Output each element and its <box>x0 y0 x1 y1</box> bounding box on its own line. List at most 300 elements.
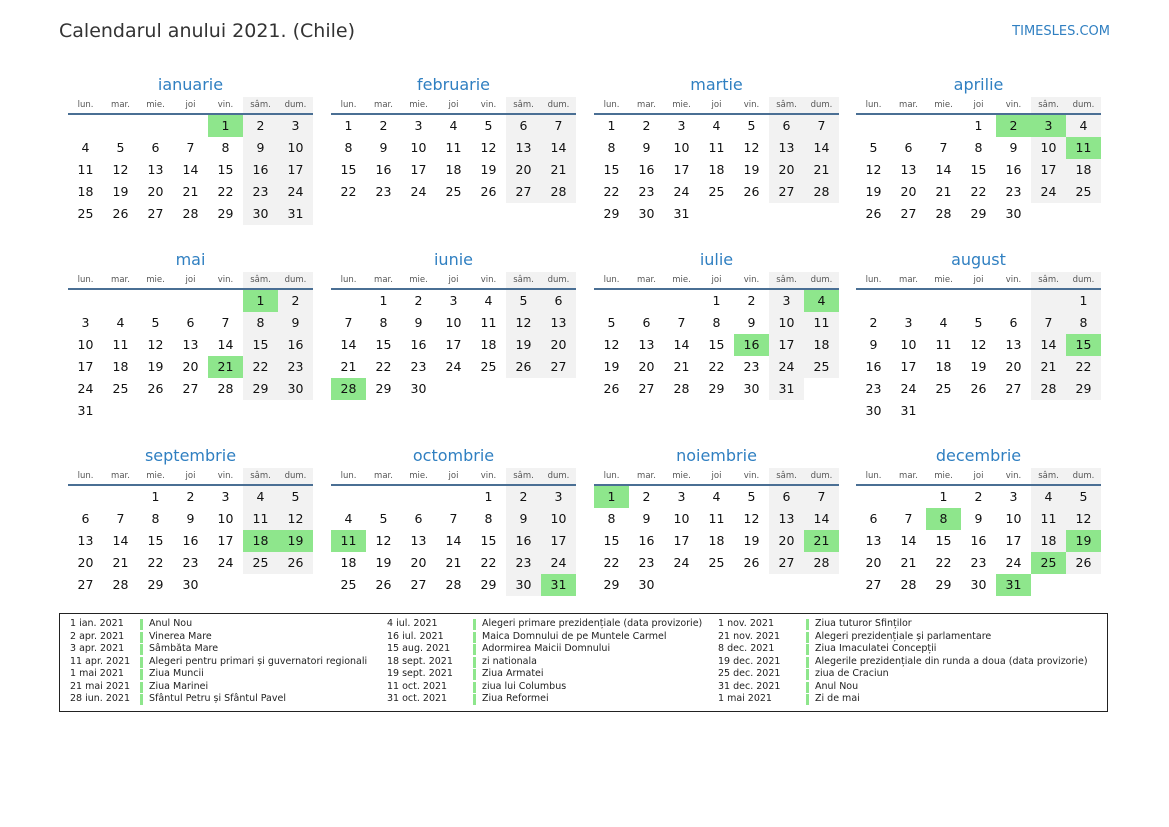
day-cell[interactable]: 8 <box>974 140 983 155</box>
day-cell[interactable]: 22 <box>1066 356 1101 378</box>
day-cell[interactable]: 17 <box>445 337 462 352</box>
day-cell[interactable]: 25 <box>708 184 725 199</box>
day-cell[interactable]: 19 <box>506 334 541 356</box>
day-cell[interactable]: 17 <box>410 162 427 177</box>
day-cell[interactable]: 3 <box>81 315 90 330</box>
day-cell[interactable]: 29 <box>935 577 952 592</box>
day-cell[interactable]: 28 <box>804 181 839 203</box>
day-cell[interactable]: 18 <box>77 184 94 199</box>
day-cell[interactable]: 1 <box>151 489 160 504</box>
day-cell[interactable]: 14 <box>935 162 952 177</box>
day-cell[interactable]: 24 <box>410 184 427 199</box>
day-cell[interactable]: 3 <box>904 315 913 330</box>
day-cell[interactable]: 24 <box>1031 181 1066 203</box>
day-cell[interactable]: 4 <box>712 489 721 504</box>
day-cell[interactable]: 28 <box>445 577 462 592</box>
day-cell[interactable]: 20 <box>865 555 882 570</box>
day-cell[interactable]: 9 <box>379 140 388 155</box>
day-cell[interactable]: 9 <box>278 312 313 334</box>
day-cell[interactable]: 29 <box>1066 378 1101 400</box>
day-cell[interactable]: 17 <box>77 359 94 374</box>
day-cell[interactable]: 10 <box>1005 511 1022 526</box>
day-cell[interactable]: 19 <box>865 184 882 199</box>
day-cell[interactable]: 6 <box>151 140 160 155</box>
day-cell[interactable]: 20 <box>900 184 917 199</box>
day-cell[interactable]: 27 <box>410 577 427 592</box>
day-cell[interactable]: 16 <box>970 533 987 548</box>
day-cell[interactable]: 23 <box>410 359 427 374</box>
day-cell[interactable]: 14 <box>1031 334 1066 356</box>
day-cell[interactable]: 5 <box>869 140 878 155</box>
day-cell[interactable]: 22 <box>243 356 278 378</box>
day-cell[interactable]: 29 <box>217 206 234 221</box>
day-cell[interactable]: 27 <box>541 356 576 378</box>
day-cell[interactable]: 25 <box>708 555 725 570</box>
day-cell[interactable]: 24 <box>673 184 690 199</box>
day-cell[interactable]: 14 <box>541 137 576 159</box>
day-cell[interactable]: 26 <box>147 381 164 396</box>
day-cell[interactable]: 16 <box>1005 162 1022 177</box>
day-cell[interactable]: 4 <box>712 118 721 133</box>
day-cell[interactable]: 7 <box>804 486 839 508</box>
day-cell[interactable]: 10 <box>217 511 234 526</box>
day-cell[interactable]: 20 <box>541 334 576 356</box>
holiday-day-cell[interactable]: 31 <box>996 574 1031 596</box>
day-cell[interactable]: 9 <box>186 511 195 526</box>
day-cell[interactable]: 24 <box>445 359 462 374</box>
day-cell[interactable]: 3 <box>677 489 686 504</box>
day-cell[interactable]: 1 <box>939 489 948 504</box>
day-cell[interactable]: 5 <box>116 140 125 155</box>
holiday-day-cell[interactable]: 21 <box>208 356 243 378</box>
day-cell[interactable]: 13 <box>77 533 94 548</box>
day-cell[interactable]: 21 <box>935 184 952 199</box>
day-cell[interactable]: 6 <box>414 511 423 526</box>
day-cell[interactable]: 25 <box>340 577 357 592</box>
holiday-day-cell[interactable]: 25 <box>1031 552 1066 574</box>
day-cell[interactable]: 22 <box>480 555 497 570</box>
day-cell[interactable]: 29 <box>375 381 392 396</box>
day-cell[interactable]: 8 <box>607 140 616 155</box>
day-cell[interactable]: 5 <box>379 511 388 526</box>
day-cell[interactable]: 27 <box>147 206 164 221</box>
day-cell[interactable]: 30 <box>410 381 427 396</box>
day-cell[interactable]: 24 <box>278 181 313 203</box>
day-cell[interactable]: 13 <box>182 337 199 352</box>
day-cell[interactable]: 10 <box>77 337 94 352</box>
holiday-day-cell[interactable]: 11 <box>331 530 366 552</box>
day-cell[interactable]: 20 <box>1005 359 1022 374</box>
day-cell[interactable]: 18 <box>112 359 129 374</box>
day-cell[interactable]: 2 <box>186 489 195 504</box>
day-cell[interactable]: 16 <box>865 359 882 374</box>
day-cell[interactable]: 27 <box>638 381 655 396</box>
day-cell[interactable]: 15 <box>243 334 278 356</box>
day-cell[interactable]: 8 <box>712 315 721 330</box>
day-cell[interactable]: 9 <box>506 508 541 530</box>
day-cell[interactable]: 29 <box>480 577 497 592</box>
day-cell[interactable]: 30 <box>743 381 760 396</box>
day-cell[interactable]: 27 <box>1005 381 1022 396</box>
day-cell[interactable]: 4 <box>449 118 458 133</box>
day-cell[interactable]: 5 <box>607 315 616 330</box>
day-cell[interactable]: 6 <box>81 511 90 526</box>
day-cell[interactable]: 4 <box>1031 486 1066 508</box>
day-cell[interactable]: 2 <box>243 115 278 137</box>
day-cell[interactable]: 21 <box>804 159 839 181</box>
day-cell[interactable]: 2 <box>278 290 313 312</box>
day-cell[interactable]: 10 <box>410 140 427 155</box>
holiday-day-cell[interactable]: 18 <box>243 530 278 552</box>
day-cell[interactable]: 20 <box>769 530 804 552</box>
day-cell[interactable]: 14 <box>673 337 690 352</box>
day-cell[interactable]: 31 <box>673 206 690 221</box>
day-cell[interactable]: 23 <box>865 381 882 396</box>
day-cell[interactable]: 1 <box>1066 290 1101 312</box>
day-cell[interactable]: 13 <box>769 508 804 530</box>
day-cell[interactable]: 3 <box>221 489 230 504</box>
day-cell[interactable]: 17 <box>217 533 234 548</box>
day-cell[interactable]: 26 <box>506 356 541 378</box>
day-cell[interactable]: 26 <box>865 206 882 221</box>
day-cell[interactable]: 16 <box>243 159 278 181</box>
day-cell[interactable]: 16 <box>182 533 199 548</box>
day-cell[interactable]: 12 <box>1066 508 1101 530</box>
day-cell[interactable]: 20 <box>410 555 427 570</box>
day-cell[interactable]: 6 <box>869 511 878 526</box>
day-cell[interactable]: 3 <box>414 118 423 133</box>
day-cell[interactable]: 17 <box>1005 533 1022 548</box>
day-cell[interactable]: 10 <box>769 312 804 334</box>
day-cell[interactable]: 9 <box>642 511 651 526</box>
holiday-day-cell[interactable]: 16 <box>734 334 769 356</box>
day-cell[interactable]: 29 <box>603 577 620 592</box>
day-cell[interactable]: 14 <box>340 337 357 352</box>
day-cell[interactable]: 5 <box>747 489 756 504</box>
day-cell[interactable]: 12 <box>743 140 760 155</box>
holiday-day-cell[interactable]: 2 <box>996 115 1031 137</box>
day-cell[interactable]: 22 <box>603 184 620 199</box>
day-cell[interactable]: 21 <box>112 555 129 570</box>
day-cell[interactable]: 22 <box>375 359 392 374</box>
day-cell[interactable]: 30 <box>243 203 278 225</box>
day-cell[interactable]: 29 <box>708 381 725 396</box>
day-cell[interactable]: 11 <box>1031 508 1066 530</box>
day-cell[interactable]: 21 <box>340 359 357 374</box>
holiday-day-cell[interactable]: 1 <box>243 290 278 312</box>
day-cell[interactable]: 13 <box>541 312 576 334</box>
day-cell[interactable]: 8 <box>344 140 353 155</box>
day-cell[interactable]: 16 <box>638 162 655 177</box>
day-cell[interactable]: 4 <box>939 315 948 330</box>
day-cell[interactable]: 16 <box>410 337 427 352</box>
day-cell[interactable]: 21 <box>900 555 917 570</box>
day-cell[interactable]: 10 <box>445 315 462 330</box>
day-cell[interactable]: 28 <box>673 381 690 396</box>
day-cell[interactable]: 11 <box>112 337 129 352</box>
day-cell[interactable]: 30 <box>506 574 541 596</box>
holiday-day-cell[interactable]: 1 <box>594 486 629 508</box>
day-cell[interactable]: 6 <box>769 115 804 137</box>
day-cell[interactable]: 18 <box>445 162 462 177</box>
day-cell[interactable]: 9 <box>243 137 278 159</box>
day-cell[interactable]: 13 <box>506 137 541 159</box>
day-cell[interactable]: 9 <box>974 511 983 526</box>
day-cell[interactable]: 16 <box>638 533 655 548</box>
day-cell[interactable]: 12 <box>506 312 541 334</box>
day-cell[interactable]: 15 <box>603 162 620 177</box>
day-cell[interactable]: 16 <box>278 334 313 356</box>
day-cell[interactable]: 21 <box>541 159 576 181</box>
day-cell[interactable]: 7 <box>344 315 353 330</box>
day-cell[interactable]: 6 <box>642 315 651 330</box>
day-cell[interactable]: 2 <box>642 118 651 133</box>
day-cell[interactable]: 17 <box>900 359 917 374</box>
day-cell[interactable]: 27 <box>182 381 199 396</box>
day-cell[interactable]: 25 <box>445 184 462 199</box>
day-cell[interactable]: 1 <box>484 489 493 504</box>
holiday-day-cell[interactable]: 11 <box>1066 137 1101 159</box>
day-cell[interactable]: 26 <box>970 381 987 396</box>
day-cell[interactable]: 28 <box>804 552 839 574</box>
day-cell[interactable]: 27 <box>900 206 917 221</box>
day-cell[interactable]: 30 <box>638 577 655 592</box>
day-cell[interactable]: 20 <box>77 555 94 570</box>
day-cell[interactable]: 20 <box>147 184 164 199</box>
day-cell[interactable]: 26 <box>743 184 760 199</box>
day-cell[interactable]: 25 <box>77 206 94 221</box>
day-cell[interactable]: 3 <box>449 293 458 308</box>
day-cell[interactable]: 15 <box>935 533 952 548</box>
day-cell[interactable]: 23 <box>375 184 392 199</box>
day-cell[interactable]: 22 <box>340 184 357 199</box>
day-cell[interactable]: 8 <box>607 511 616 526</box>
day-cell[interactable]: 7 <box>449 511 458 526</box>
day-cell[interactable]: 5 <box>506 290 541 312</box>
day-cell[interactable]: 6 <box>769 486 804 508</box>
day-cell[interactable]: 2 <box>506 486 541 508</box>
day-cell[interactable]: 29 <box>603 206 620 221</box>
day-cell[interactable]: 12 <box>278 508 313 530</box>
day-cell[interactable]: 5 <box>484 118 493 133</box>
day-cell[interactable]: 5 <box>1066 486 1101 508</box>
day-cell[interactable]: 8 <box>1066 312 1101 334</box>
day-cell[interactable]: 13 <box>410 533 427 548</box>
day-cell[interactable]: 22 <box>217 184 234 199</box>
day-cell[interactable]: 10 <box>673 140 690 155</box>
day-cell[interactable]: 20 <box>638 359 655 374</box>
day-cell[interactable]: 1 <box>344 118 353 133</box>
day-cell[interactable]: 20 <box>506 159 541 181</box>
day-cell[interactable]: 21 <box>182 184 199 199</box>
day-cell[interactable]: 7 <box>939 140 948 155</box>
day-cell[interactable]: 29 <box>243 378 278 400</box>
day-cell[interactable]: 11 <box>804 312 839 334</box>
day-cell[interactable]: 24 <box>1005 555 1022 570</box>
day-cell[interactable]: 24 <box>673 555 690 570</box>
day-cell[interactable]: 4 <box>116 315 125 330</box>
day-cell[interactable]: 11 <box>445 140 462 155</box>
day-cell[interactable]: 15 <box>147 533 164 548</box>
day-cell[interactable]: 23 <box>638 555 655 570</box>
day-cell[interactable]: 12 <box>970 337 987 352</box>
day-cell[interactable]: 1 <box>379 293 388 308</box>
day-cell[interactable]: 23 <box>743 359 760 374</box>
day-cell[interactable]: 12 <box>603 337 620 352</box>
day-cell[interactable]: 14 <box>900 533 917 548</box>
day-cell[interactable]: 4 <box>81 140 90 155</box>
day-cell[interactable]: 26 <box>480 184 497 199</box>
day-cell[interactable]: 1 <box>712 293 721 308</box>
day-cell[interactable]: 8 <box>221 140 230 155</box>
day-cell[interactable]: 15 <box>603 533 620 548</box>
day-cell[interactable]: 3 <box>278 115 313 137</box>
day-cell[interactable]: 25 <box>243 552 278 574</box>
day-cell[interactable]: 13 <box>900 162 917 177</box>
day-cell[interactable]: 7 <box>1031 312 1066 334</box>
day-cell[interactable]: 24 <box>769 356 804 378</box>
day-cell[interactable]: 2 <box>642 489 651 504</box>
day-cell[interactable]: 16 <box>375 162 392 177</box>
day-cell[interactable]: 8 <box>484 511 493 526</box>
day-cell[interactable]: 6 <box>506 115 541 137</box>
day-cell[interactable]: 28 <box>1031 378 1066 400</box>
day-cell[interactable]: 19 <box>743 162 760 177</box>
day-cell[interactable]: 19 <box>147 359 164 374</box>
day-cell[interactable]: 25 <box>480 359 497 374</box>
day-cell[interactable]: 10 <box>541 508 576 530</box>
day-cell[interactable]: 13 <box>769 137 804 159</box>
day-cell[interactable]: 7 <box>904 511 913 526</box>
day-cell[interactable]: 17 <box>278 159 313 181</box>
day-cell[interactable]: 4 <box>1066 115 1101 137</box>
day-cell[interactable]: 21 <box>673 359 690 374</box>
day-cell[interactable]: 12 <box>112 162 129 177</box>
day-cell[interactable]: 20 <box>182 359 199 374</box>
day-cell[interactable]: 15 <box>708 337 725 352</box>
day-cell[interactable]: 18 <box>804 334 839 356</box>
day-cell[interactable]: 20 <box>769 159 804 181</box>
day-cell[interactable]: 26 <box>278 552 313 574</box>
holiday-day-cell[interactable]: 8 <box>926 508 961 530</box>
day-cell[interactable]: 6 <box>541 290 576 312</box>
day-cell[interactable]: 27 <box>865 577 882 592</box>
day-cell[interactable]: 25 <box>112 381 129 396</box>
day-cell[interactable]: 24 <box>900 381 917 396</box>
day-cell[interactable]: 14 <box>217 337 234 352</box>
day-cell[interactable]: 7 <box>804 115 839 137</box>
day-cell[interactable]: 18 <box>340 555 357 570</box>
day-cell[interactable]: 25 <box>804 356 839 378</box>
day-cell[interactable]: 11 <box>243 508 278 530</box>
day-cell[interactable]: 30 <box>970 577 987 592</box>
day-cell[interactable]: 28 <box>935 206 952 221</box>
day-cell[interactable]: 26 <box>603 381 620 396</box>
day-cell[interactable]: 12 <box>375 533 392 548</box>
day-cell[interactable]: 5 <box>278 486 313 508</box>
day-cell[interactable]: 26 <box>1066 552 1101 574</box>
day-cell[interactable]: 14 <box>804 508 839 530</box>
day-cell[interactable]: 31 <box>278 203 313 225</box>
day-cell[interactable]: 11 <box>480 315 497 330</box>
day-cell[interactable]: 12 <box>743 511 760 526</box>
day-cell[interactable]: 6 <box>904 140 913 155</box>
day-cell[interactable]: 1 <box>974 118 983 133</box>
day-cell[interactable]: 31 <box>900 403 917 418</box>
day-cell[interactable]: 26 <box>375 577 392 592</box>
day-cell[interactable]: 9 <box>869 337 878 352</box>
day-cell[interactable]: 18 <box>708 162 725 177</box>
day-cell[interactable]: 27 <box>769 181 804 203</box>
day-cell[interactable]: 13 <box>638 337 655 352</box>
day-cell[interactable]: 9 <box>1009 140 1018 155</box>
day-cell[interactable]: 29 <box>147 577 164 592</box>
day-cell[interactable]: 2 <box>414 293 423 308</box>
day-cell[interactable]: 25 <box>935 381 952 396</box>
day-cell[interactable]: 3 <box>677 118 686 133</box>
day-cell[interactable]: 23 <box>1005 184 1022 199</box>
day-cell[interactable]: 7 <box>541 115 576 137</box>
holiday-day-cell[interactable]: 31 <box>541 574 576 596</box>
day-cell[interactable]: 23 <box>970 555 987 570</box>
day-cell[interactable]: 2 <box>869 315 878 330</box>
day-cell[interactable]: 28 <box>112 577 129 592</box>
day-cell[interactable]: 4 <box>243 486 278 508</box>
day-cell[interactable]: 31 <box>769 378 804 400</box>
day-cell[interactable]: 11 <box>77 162 94 177</box>
day-cell[interactable]: 27 <box>506 181 541 203</box>
day-cell[interactable]: 2 <box>747 293 756 308</box>
day-cell[interactable]: 18 <box>708 533 725 548</box>
day-cell[interactable]: 26 <box>112 206 129 221</box>
day-cell[interactable]: 19 <box>970 359 987 374</box>
day-cell[interactable]: 12 <box>147 337 164 352</box>
day-cell[interactable]: 1 <box>607 118 616 133</box>
day-cell[interactable]: 9 <box>414 315 423 330</box>
day-cell[interactable]: 23 <box>182 555 199 570</box>
day-cell[interactable]: 31 <box>77 403 94 418</box>
day-cell[interactable]: 5 <box>747 118 756 133</box>
day-cell[interactable]: 21 <box>1031 356 1066 378</box>
day-cell[interactable]: 30 <box>638 206 655 221</box>
day-cell[interactable]: 17 <box>541 530 576 552</box>
day-cell[interactable]: 22 <box>603 555 620 570</box>
day-cell[interactable]: 4 <box>484 293 493 308</box>
holiday-day-cell[interactable]: 19 <box>278 530 313 552</box>
day-cell[interactable]: 27 <box>769 552 804 574</box>
day-cell[interactable]: 15 <box>217 162 234 177</box>
day-cell[interactable]: 8 <box>151 511 160 526</box>
day-cell[interactable]: 15 <box>375 337 392 352</box>
holiday-day-cell[interactable]: 21 <box>804 530 839 552</box>
day-cell[interactable]: 22 <box>708 359 725 374</box>
day-cell[interactable]: 10 <box>673 511 690 526</box>
day-cell[interactable]: 30 <box>865 403 882 418</box>
day-cell[interactable]: 15 <box>970 162 987 177</box>
day-cell[interactable]: 17 <box>673 162 690 177</box>
day-cell[interactable]: 8 <box>379 315 388 330</box>
day-cell[interactable]: 19 <box>480 162 497 177</box>
day-cell[interactable]: 5 <box>151 315 160 330</box>
holiday-day-cell[interactable]: 15 <box>1066 334 1101 356</box>
day-cell[interactable]: 3 <box>1009 489 1018 504</box>
day-cell[interactable]: 3 <box>769 290 804 312</box>
day-cell[interactable]: 18 <box>480 337 497 352</box>
day-cell[interactable]: 21 <box>445 555 462 570</box>
day-cell[interactable]: 22 <box>935 555 952 570</box>
day-cell[interactable]: 15 <box>340 162 357 177</box>
day-cell[interactable]: 9 <box>747 315 756 330</box>
